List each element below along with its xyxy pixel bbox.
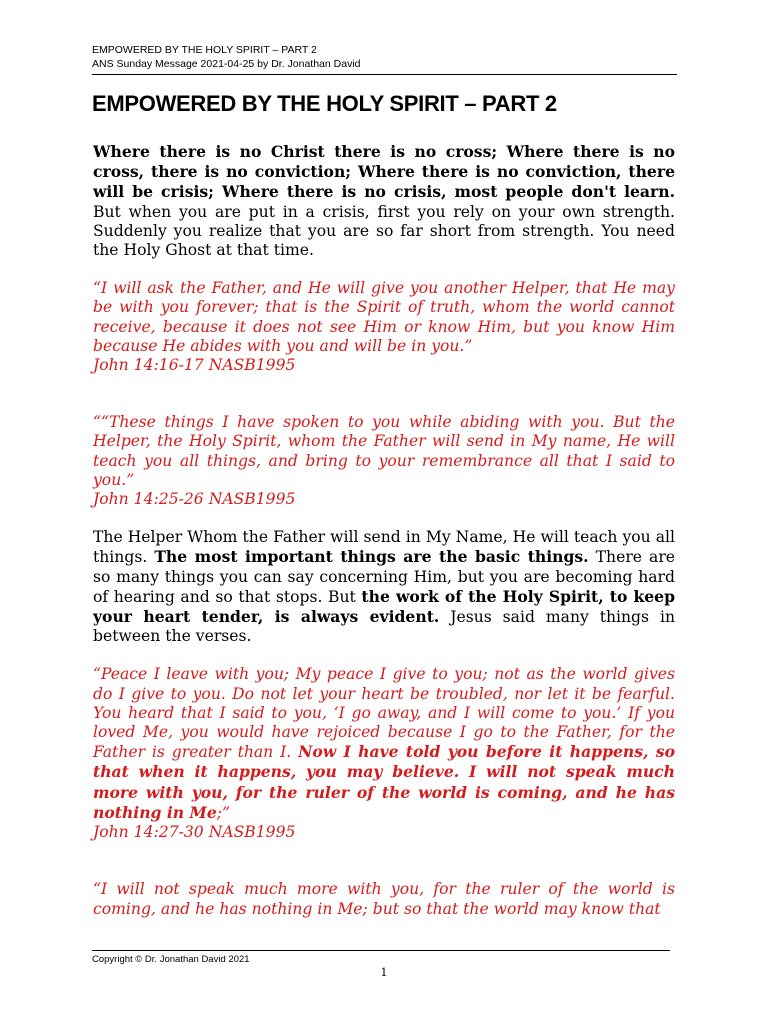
document-title: EMPOWERED BY THE HOLY SPIRIT – PART 2: [92, 91, 557, 116]
paragraph-intro: [93, 142, 675, 260]
scripture-reference-2: John 14:25-26 NASB1995: [93, 490, 296, 509]
paragraph-helper: [93, 528, 675, 646]
header-subtitle: ANS Sunday Message 2021-04-25 by Dr. Jonathan David: [92, 58, 361, 70]
scripture-quote-4: “I will not speak much more with you, for the ruler of the world is coming, and he has nothing in Me; but so that the world may know that: [93, 880, 675, 918]
copyright-text: Copyright © Dr. Jonathan David 2021: [92, 954, 250, 965]
header-title: EMPOWERED BY THE HOLY SPIRIT – PART 2: [92, 44, 317, 56]
intro-text: But when you are put in a crisis, first you rely on your own strength. Suddenly you realize that you are so far short from strength. You need the Holy Ghost at that time.: [93, 202, 675, 260]
scripture-quote-2: ““These things I have spoken to you while abiding with you. But the Helper, the Holy Spirit, whom the Father will send in My name, He will teach you all things, and bring to your remembrance all that I said to you.”: [93, 413, 675, 489]
scripture-reference-3: John 14:27-30 NASB1995: [93, 823, 296, 842]
scripture-quote-3: [93, 665, 675, 823]
scripture-reference-1: John 14:16-17 NASB1995: [93, 356, 296, 375]
document-body: [93, 142, 675, 919]
helper-bold-2: the work of the Holy Spirit, to keep your heart tender, is always evident.: [93, 586, 675, 627]
quote3-text: “Peace I leave with you; My peace I give to you; not as the world gives do I give to you. Do not let your heart be troubled, nor let it be fearful. You heard that I said to you, ‘I go away, and I will come to you.’ If you loved Me, you would have rejoiced because I go to the Father, for the Father is greater than I.: [93, 665, 675, 762]
quote3-bold-text: Now I have told you before it happens, so that when it happens, you may believe. I will not speak much more with you, for the ruler of the world is coming, and he has nothing in Me: [93, 742, 675, 822]
helper-text-3: Jesus said many things in between the verses.: [93, 608, 675, 646]
helper-bold-1: The most important things are the basic things.: [154, 547, 589, 567]
page-footer: [92, 950, 670, 965]
page-number: 1: [380, 966, 388, 979]
helper-text-1: The Helper Whom the Father will send in My Name, He will teach you all things.: [93, 528, 675, 567]
helper-text-2: There are so many things you can say concerning Him, but you are becoming hard of hearing and so that stops. But: [93, 548, 676, 606]
scripture-quote-1: “I will ask the Father, and He will give you another Helper, that He may be with you forever; that is the Spirit of truth, whom the world cannot receive, because it does not see Him or know Him, but you know Him because He abides with you and will be in you.”: [93, 279, 675, 355]
page-header: [92, 43, 677, 75]
intro-bold-text: Where there is no Christ there is no cross; Where there is no cross, there is no conviction; Where there is no conviction, there will be crisis; Where there is no crisis, most people don't learn.: [93, 142, 675, 202]
quote3-end: ;”: [216, 803, 230, 822]
